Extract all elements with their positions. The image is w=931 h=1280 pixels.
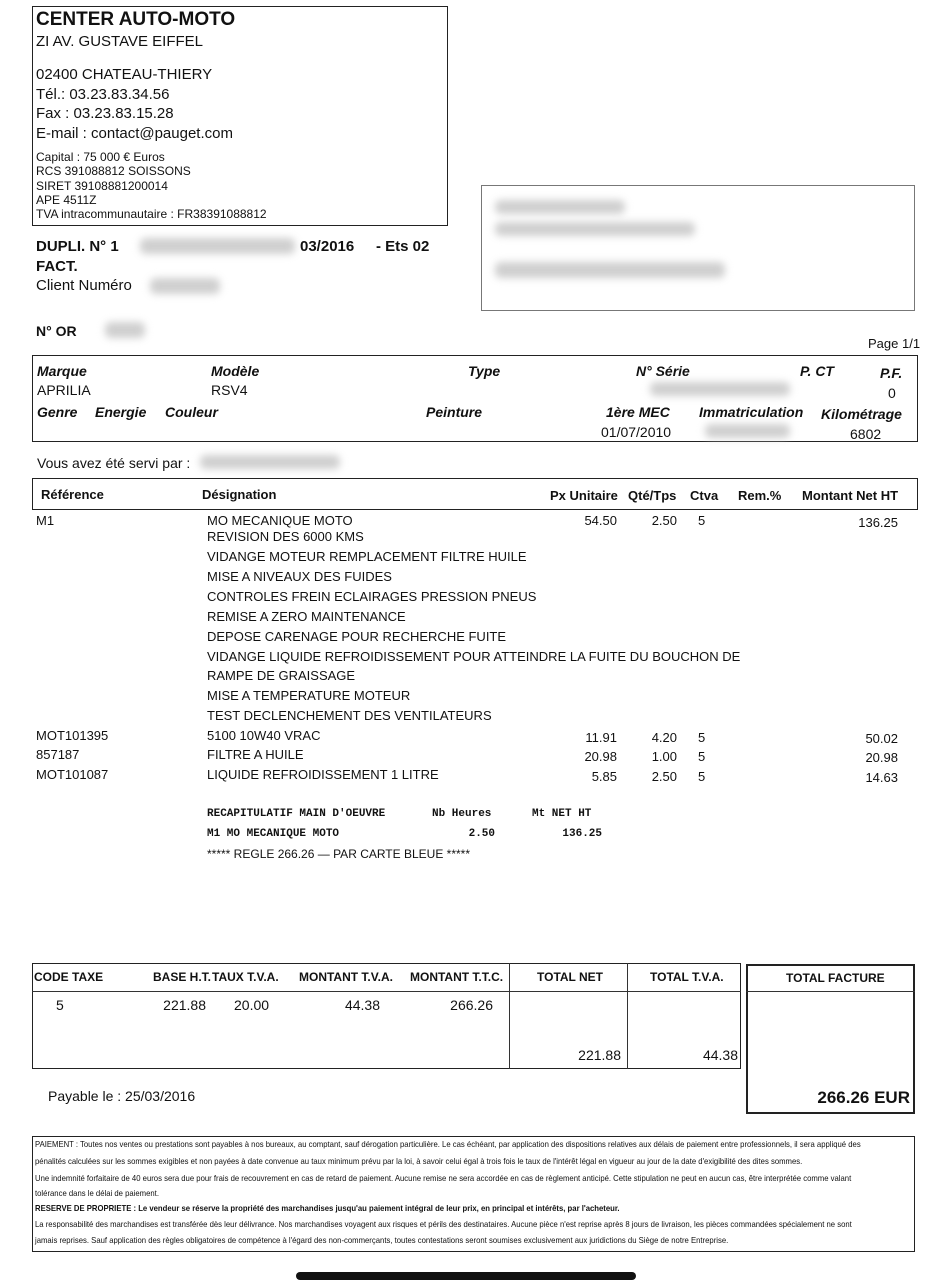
tax-code: 5 <box>56 997 64 1013</box>
lines-header-box <box>32 478 918 510</box>
part-qte: 1.00 <box>651 749 677 764</box>
part-ref: MOT101087 <box>36 767 109 782</box>
legal-line: pénalités calculées sur les sommes exigibles et non payées à date convenue au taux minimum prévu par la loi, à savoir celui égal à trois fois le taux de l'intérêt légal en vigueur au jour de la date d'exigibilité des dites sommes. <box>35 1156 803 1166</box>
vehicle-marque-label: Marque <box>37 363 87 379</box>
part-ctva: 5 <box>698 749 706 764</box>
part-qte: 4.20 <box>651 730 677 745</box>
legal-line: Une indemnité forfaitaire de 40 euros sera due pour frais de recouvrement en cas de retard de paiement. Aucune remise ne sera accordée en cas de règlement anticipé. Cette stipulation ne peut en aucun cas, être interprétée comme valant <box>35 1173 852 1183</box>
part-designation: LIQUIDE REFROIDISSEMENT 1 LITRE <box>207 767 439 782</box>
line-montant: 136.25 <box>858 515 898 530</box>
col-px-header: Px Unitaire <box>550 488 618 503</box>
tax-amount-header: MONTANT T.V.A. <box>299 970 394 984</box>
line-ctva: 5 <box>698 513 706 528</box>
recap-amount-header: Mt NET HT <box>532 808 592 820</box>
redacted-immat <box>705 424 790 438</box>
redacted-or-number <box>105 322 145 338</box>
company-email: E-mail : contact@pauget.com <box>36 125 233 142</box>
tax-header-divider <box>32 991 741 992</box>
legal-line: RESERVE DE PROPRIETE : Le vendeur se réserve la propriété des marchandises jusqu'au paiement intégral de leur prix, en principal et intérêts, par l'acheteur. <box>35 1203 620 1213</box>
col-montant-header: Montant Net HT <box>802 488 899 503</box>
total-net: 221.88 <box>578 1047 621 1063</box>
served-by-label: Vous avez été servi par : <box>37 455 191 471</box>
redacted-served-by <box>200 455 340 469</box>
company-city: 02400 CHATEAU-THIERY <box>36 66 213 83</box>
vehicle-km-label: Kilométrage <box>821 406 902 422</box>
detail-line: REVISION DES 6000 KMS <box>207 529 364 544</box>
company-fax: Fax : 03.23.83.15.28 <box>36 105 174 122</box>
part-ref: MOT101395 <box>36 728 109 743</box>
redacted-client-street <box>495 222 695 236</box>
vehicle-type-label: Type <box>468 363 501 379</box>
invoice-ets: - Ets 02 <box>376 238 430 255</box>
recap-hours-header: Nb Heures <box>432 808 492 820</box>
col-designation-header: Désignation <box>202 487 277 502</box>
detail-line: MISE A TEMPERATURE MOTEUR <box>207 688 411 703</box>
vehicle-pct-label: P. CT <box>800 363 834 379</box>
vehicle-mec: 01/07/2010 <box>601 424 672 440</box>
recap-line-amount: 136.25 <box>562 828 602 840</box>
recap-line-hours: 2.50 <box>468 828 495 840</box>
line-ref: M1 <box>36 513 55 528</box>
detail-line: REMISE A ZERO MAINTENANCE <box>207 609 406 624</box>
vehicle-modele: RSV4 <box>211 382 248 398</box>
line-designation: MO MECANIQUE MOTO <box>207 513 353 528</box>
company-siret: SIRET 39108881200014 <box>36 179 168 193</box>
legal-line: La responsabilité des marchandises est transférée dès leur délivrance. Nos marchandises voyagent aux risques et périls des destinataires. Aucune pièce n'est reprise après 8 jours de livraison, les pièces commandées spécialement ne sont <box>35 1219 852 1229</box>
part-px: 11.91 <box>585 730 617 745</box>
recap-line-label: M1 MO MECANIQUE MOTO <box>207 828 340 840</box>
company-address: ZI AV. GUSTAVE EIFFEL <box>36 33 203 50</box>
detail-line: VIDANGE LIQUIDE REFROIDISSEMENT POUR ATTEINDRE LA FUITE DU BOUCHON DE <box>207 649 741 664</box>
line-qte: 2.50 <box>651 513 677 528</box>
detail-line: MISE A NIVEAUX DES FUIDES <box>207 569 392 584</box>
detail-line: DEPOSE CARENAGE POUR RECHERCHE FUITE <box>207 629 507 644</box>
company-rcs: RCS 391088812 SOISSONS <box>36 164 191 178</box>
invoice-fact: FACT. <box>36 258 78 275</box>
vehicle-pf: 0 <box>888 385 896 401</box>
col-rem-header: Rem.% <box>738 488 782 503</box>
or-label: N° OR <box>36 323 77 339</box>
redacted-client-city <box>495 262 725 278</box>
home-indicator[interactable] <box>296 1272 636 1280</box>
col-ref-header: Référence <box>41 487 104 502</box>
tax-rate-header: TAUX T.V.A. <box>212 970 279 984</box>
part-ctva: 5 <box>698 730 706 745</box>
tax-ttc: 266.26 <box>450 997 493 1013</box>
client-number-label: Client Numéro <box>36 277 132 294</box>
legal-line: jamais reprises. Sauf application des règles obligatoires de compétence à l'égard des non-commerçants, toutes contestations seront soumises exclusivement aux juridictions du Siège de notre Entreprise. <box>35 1235 729 1245</box>
total-net-header: TOTAL NET <box>537 970 603 984</box>
tax-base: 221.88 <box>163 997 206 1013</box>
vehicle-marque: APRILIA <box>37 382 91 398</box>
redacted-client-name <box>495 200 625 214</box>
part-ref: 857187 <box>36 747 80 762</box>
vehicle-km: 6802 <box>850 426 882 442</box>
company-tel: Tél.: 03.23.83.34.56 <box>36 86 170 103</box>
col-ctva-header: Ctva <box>690 488 719 503</box>
part-montant: 20.98 <box>865 750 898 765</box>
vehicle-mec-label: 1ère MEC <box>606 404 670 420</box>
redacted-invoice-number <box>140 238 295 254</box>
total-tva: 44.38 <box>702 1047 738 1063</box>
total-facture-amount: 266.26 EUR <box>817 1088 910 1107</box>
part-ctva: 5 <box>698 769 706 784</box>
vehicle-genre-label: Genre <box>37 404 78 420</box>
total-facture-divider <box>746 991 915 992</box>
tax-amount: 44.38 <box>344 997 380 1013</box>
company-tva: TVA intracommunautaire : FR38391088812 <box>36 207 267 221</box>
tax-rate: 20.00 <box>234 997 270 1013</box>
detail-line: RAMPE DE GRAISSAGE <box>207 668 356 683</box>
part-designation: FILTRE A HUILE <box>207 747 304 762</box>
vehicle-modele-label: Modèle <box>211 363 260 379</box>
tax-divider-tva <box>627 963 628 1069</box>
redacted-serie <box>650 382 790 396</box>
detail-line: TEST DECLENCHEMENT DES VENTILATEURS <box>207 708 492 723</box>
line-px: 54.50 <box>584 513 617 528</box>
company-ape: APE 4511Z <box>36 193 97 207</box>
company-capital: Capital : 75 000 € Euros <box>36 150 165 164</box>
legal-line: PAIEMENT : Toutes nos ventes ou prestations sont payables à nos bureaux, au comptant, sauf dérogation particulière. Le cas échéant, par application des dispositions relatives aux délais de paiement entre professionnels, il sera appliqué des <box>35 1139 861 1149</box>
part-designation: 5100 10W40 VRAC <box>207 728 321 743</box>
total-tva-header: TOTAL T.V.A. <box>650 970 724 984</box>
detail-line: VIDANGE MOTEUR REMPLACEMENT FILTRE HUILE <box>207 549 527 564</box>
redacted-client-number <box>150 278 220 294</box>
payment-note: ***** REGLE 266.26 — PAR CARTE BLEUE ***** <box>207 847 471 861</box>
tax-ttc-header: MONTANT T.T.C. <box>410 970 504 984</box>
col-qte-header: Qté/Tps <box>628 488 677 503</box>
total-facture-header: TOTAL FACTURE <box>786 971 885 985</box>
part-montant: 14.63 <box>865 770 898 785</box>
invoice-dupli: DUPLI. N° 1 <box>36 238 119 255</box>
vehicle-couleur-label: Couleur <box>165 404 218 420</box>
company-name: CENTER AUTO-MOTO <box>36 9 236 30</box>
invoice-date: 03/2016 <box>300 238 355 255</box>
vehicle-serie-label: N° Série <box>636 363 690 379</box>
part-px: 20.98 <box>584 749 617 764</box>
tax-code-header: CODE TAXE <box>34 970 104 984</box>
part-qte: 2.50 <box>651 769 677 784</box>
vehicle-pf-label: P.F. <box>880 365 903 381</box>
part-px: 5.85 <box>591 769 617 784</box>
detail-line: CONTROLES FREIN ECLAIRAGES PRESSION PNEUS <box>207 589 537 604</box>
legal-line: tolérance dans le délai de paiement. <box>35 1188 159 1198</box>
vehicle-immat-label: Immatriculation <box>699 404 804 420</box>
tax-base-header: BASE H.T. <box>153 970 212 984</box>
recap-title: RECAPITULATIF MAIN D'OEUVRE <box>207 808 386 820</box>
payable-date: Payable le : 25/03/2016 <box>48 1088 196 1104</box>
vehicle-energie-label: Energie <box>95 404 147 420</box>
tax-divider-net <box>509 963 510 1069</box>
page-number: Page 1/1 <box>868 336 921 351</box>
part-montant: 50.02 <box>865 731 898 746</box>
vehicle-peinture-label: Peinture <box>426 404 483 420</box>
